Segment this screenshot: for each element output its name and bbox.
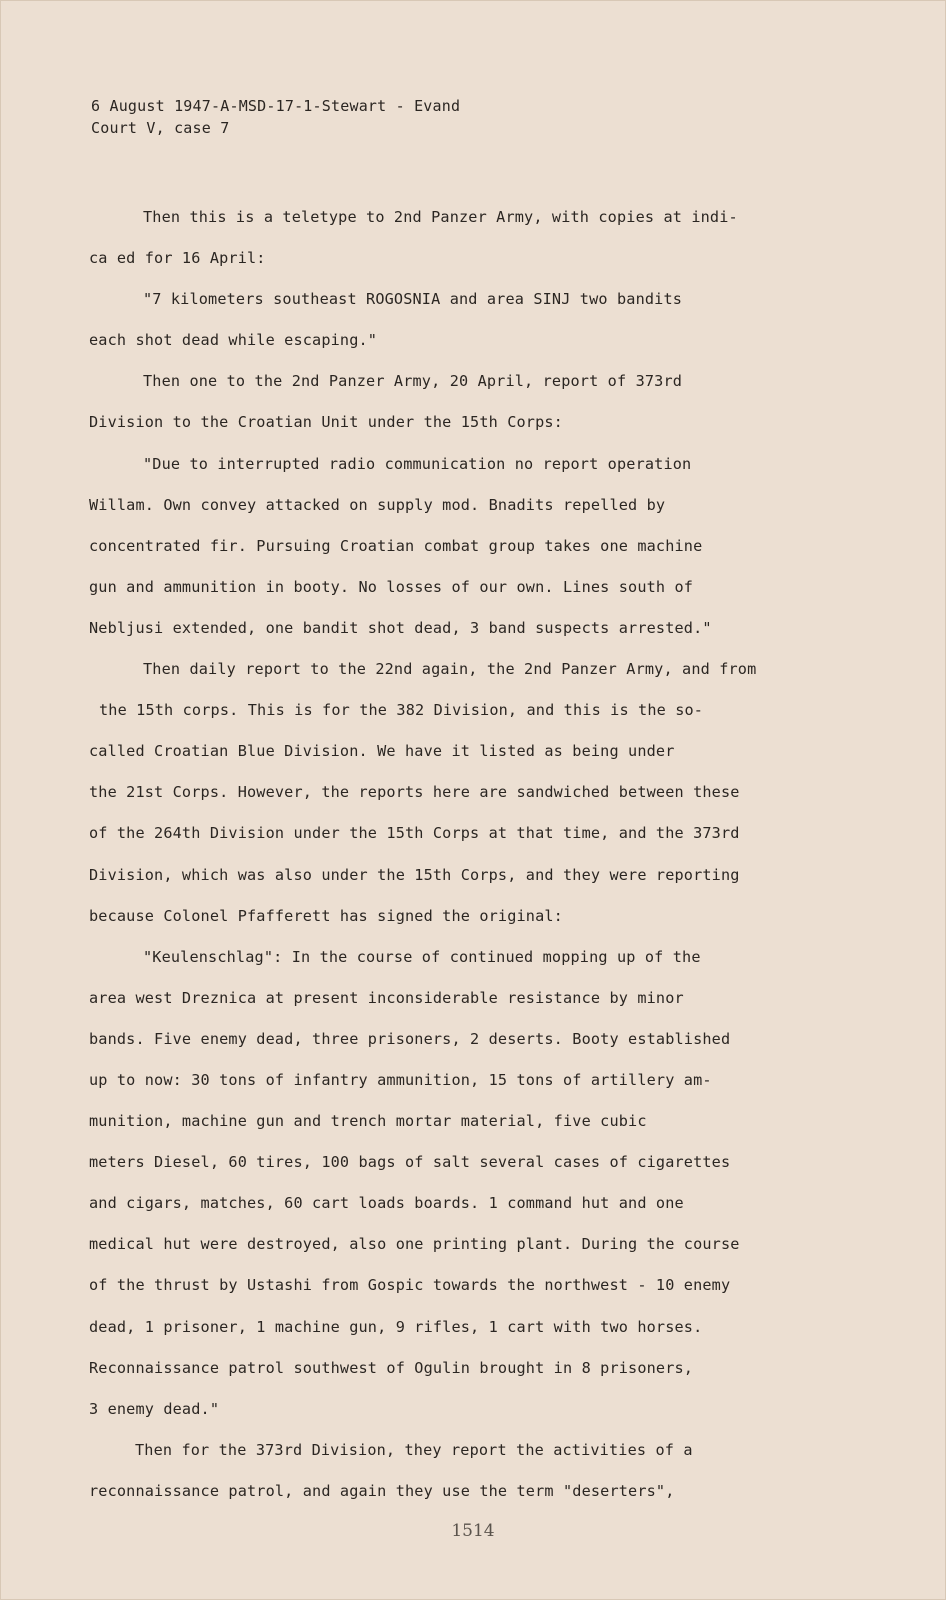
transcript-line: each shot dead while escaping." — [89, 331, 378, 350]
transcript-line: the 21st Corps. However, the reports here are sandwiched between these — [89, 783, 740, 802]
transcript-line: the 15th corps. This is for the 382 Division, and this is the so- — [99, 701, 704, 720]
transcript-line: munition, machine gun and trench mortar material, five cubic — [89, 1112, 647, 1131]
transcript-line: concentrated fir. Pursuing Croatian combat group takes one machine — [89, 536, 703, 555]
transcript-line: of the thrust by Ustashi from Gospic towards the northwest - 10 enemy — [89, 1276, 731, 1295]
transcript-line: "Due to interrupted radio communication no report operation — [143, 454, 692, 473]
document-header — [91, 95, 460, 139]
transcript-line: because Colonel Pfafferett has signed the original: — [89, 906, 563, 925]
transcript-line: "7 kilometers southeast ROGOSNIA and area SINJ two bandits — [143, 290, 683, 309]
transcript-line: Reconnaissance patrol southwest of Ogulin brought in 8 prisoners, — [89, 1358, 694, 1377]
transcript-body — [89, 197, 829, 1512]
transcript-line: Then one to the 2nd Panzer Army, 20 April, report of 373rd — [143, 372, 683, 391]
transcript-line: meters Diesel, 60 tires, 100 bags of salt several cases of cigarettes — [89, 1153, 731, 1172]
transcript-line: area west Dreznica at present inconsiderable resistance by minor — [89, 988, 684, 1007]
transcript-line: Then daily report to the 22nd again, the 2nd Panzer Army, and from — [143, 660, 757, 679]
transcript-line: of the 264th Division under the 15th Corps at that time, and the 373rd — [89, 824, 740, 843]
transcript-line: Willam. Own convey attacked on supply mod. Bnadits repelled by — [89, 495, 666, 514]
transcript-line: Then for the 373rd Division, they report the activities of a — [135, 1440, 693, 1459]
transcript-line: bands. Five enemy dead, three prisoners, 2 deserts. Booty established — [89, 1029, 731, 1048]
transcript-line: ca ed for 16 April: — [89, 249, 266, 268]
transcript-line: Nebljusi extended, one bandit shot dead, 3 band suspects arrested." — [89, 618, 712, 637]
transcript-line: Division, which was also under the 15th Corps, and they were reporting — [89, 865, 740, 884]
transcript-line: dead, 1 prisoner, 1 machine gun, 9 rifles, 1 cart with two horses. — [89, 1317, 703, 1336]
transcript-line: medical hut were destroyed, also one printing plant. During the course — [89, 1235, 740, 1254]
transcript-line: up to now: 30 tons of infantry ammunition, 15 tons of artillery am- — [89, 1070, 712, 1089]
header-court-line: Court V, case 7 — [91, 119, 230, 137]
transcript-line: reconnaissance patrol, and again they use the term "deserters", — [89, 1481, 675, 1500]
transcript-line: "Keulenschlag": In the course of continued mopping up of the — [143, 947, 701, 966]
header-date-line: 6 August 1947-A-MSD-17-1-Stewart - Evand — [91, 97, 461, 115]
transcript-line: called Croatian Blue Division. We have it listed as being under — [89, 742, 675, 761]
page-number: 1514 — [451, 1521, 495, 1541]
transcript-line: Division to the Croatian Unit under the 15th Corps: — [89, 413, 563, 432]
transcript-line: Then this is a teletype to 2nd Panzer Army, with copies at indi- — [143, 208, 738, 226]
transcript-line: 3 enemy dead." — [89, 1399, 220, 1418]
transcript-line: gun and ammunition in booty. No losses of our own. Lines south of — [89, 577, 694, 596]
transcript-line: and cigars, matches, 60 cart loads boards. 1 command hut and one — [89, 1194, 684, 1213]
